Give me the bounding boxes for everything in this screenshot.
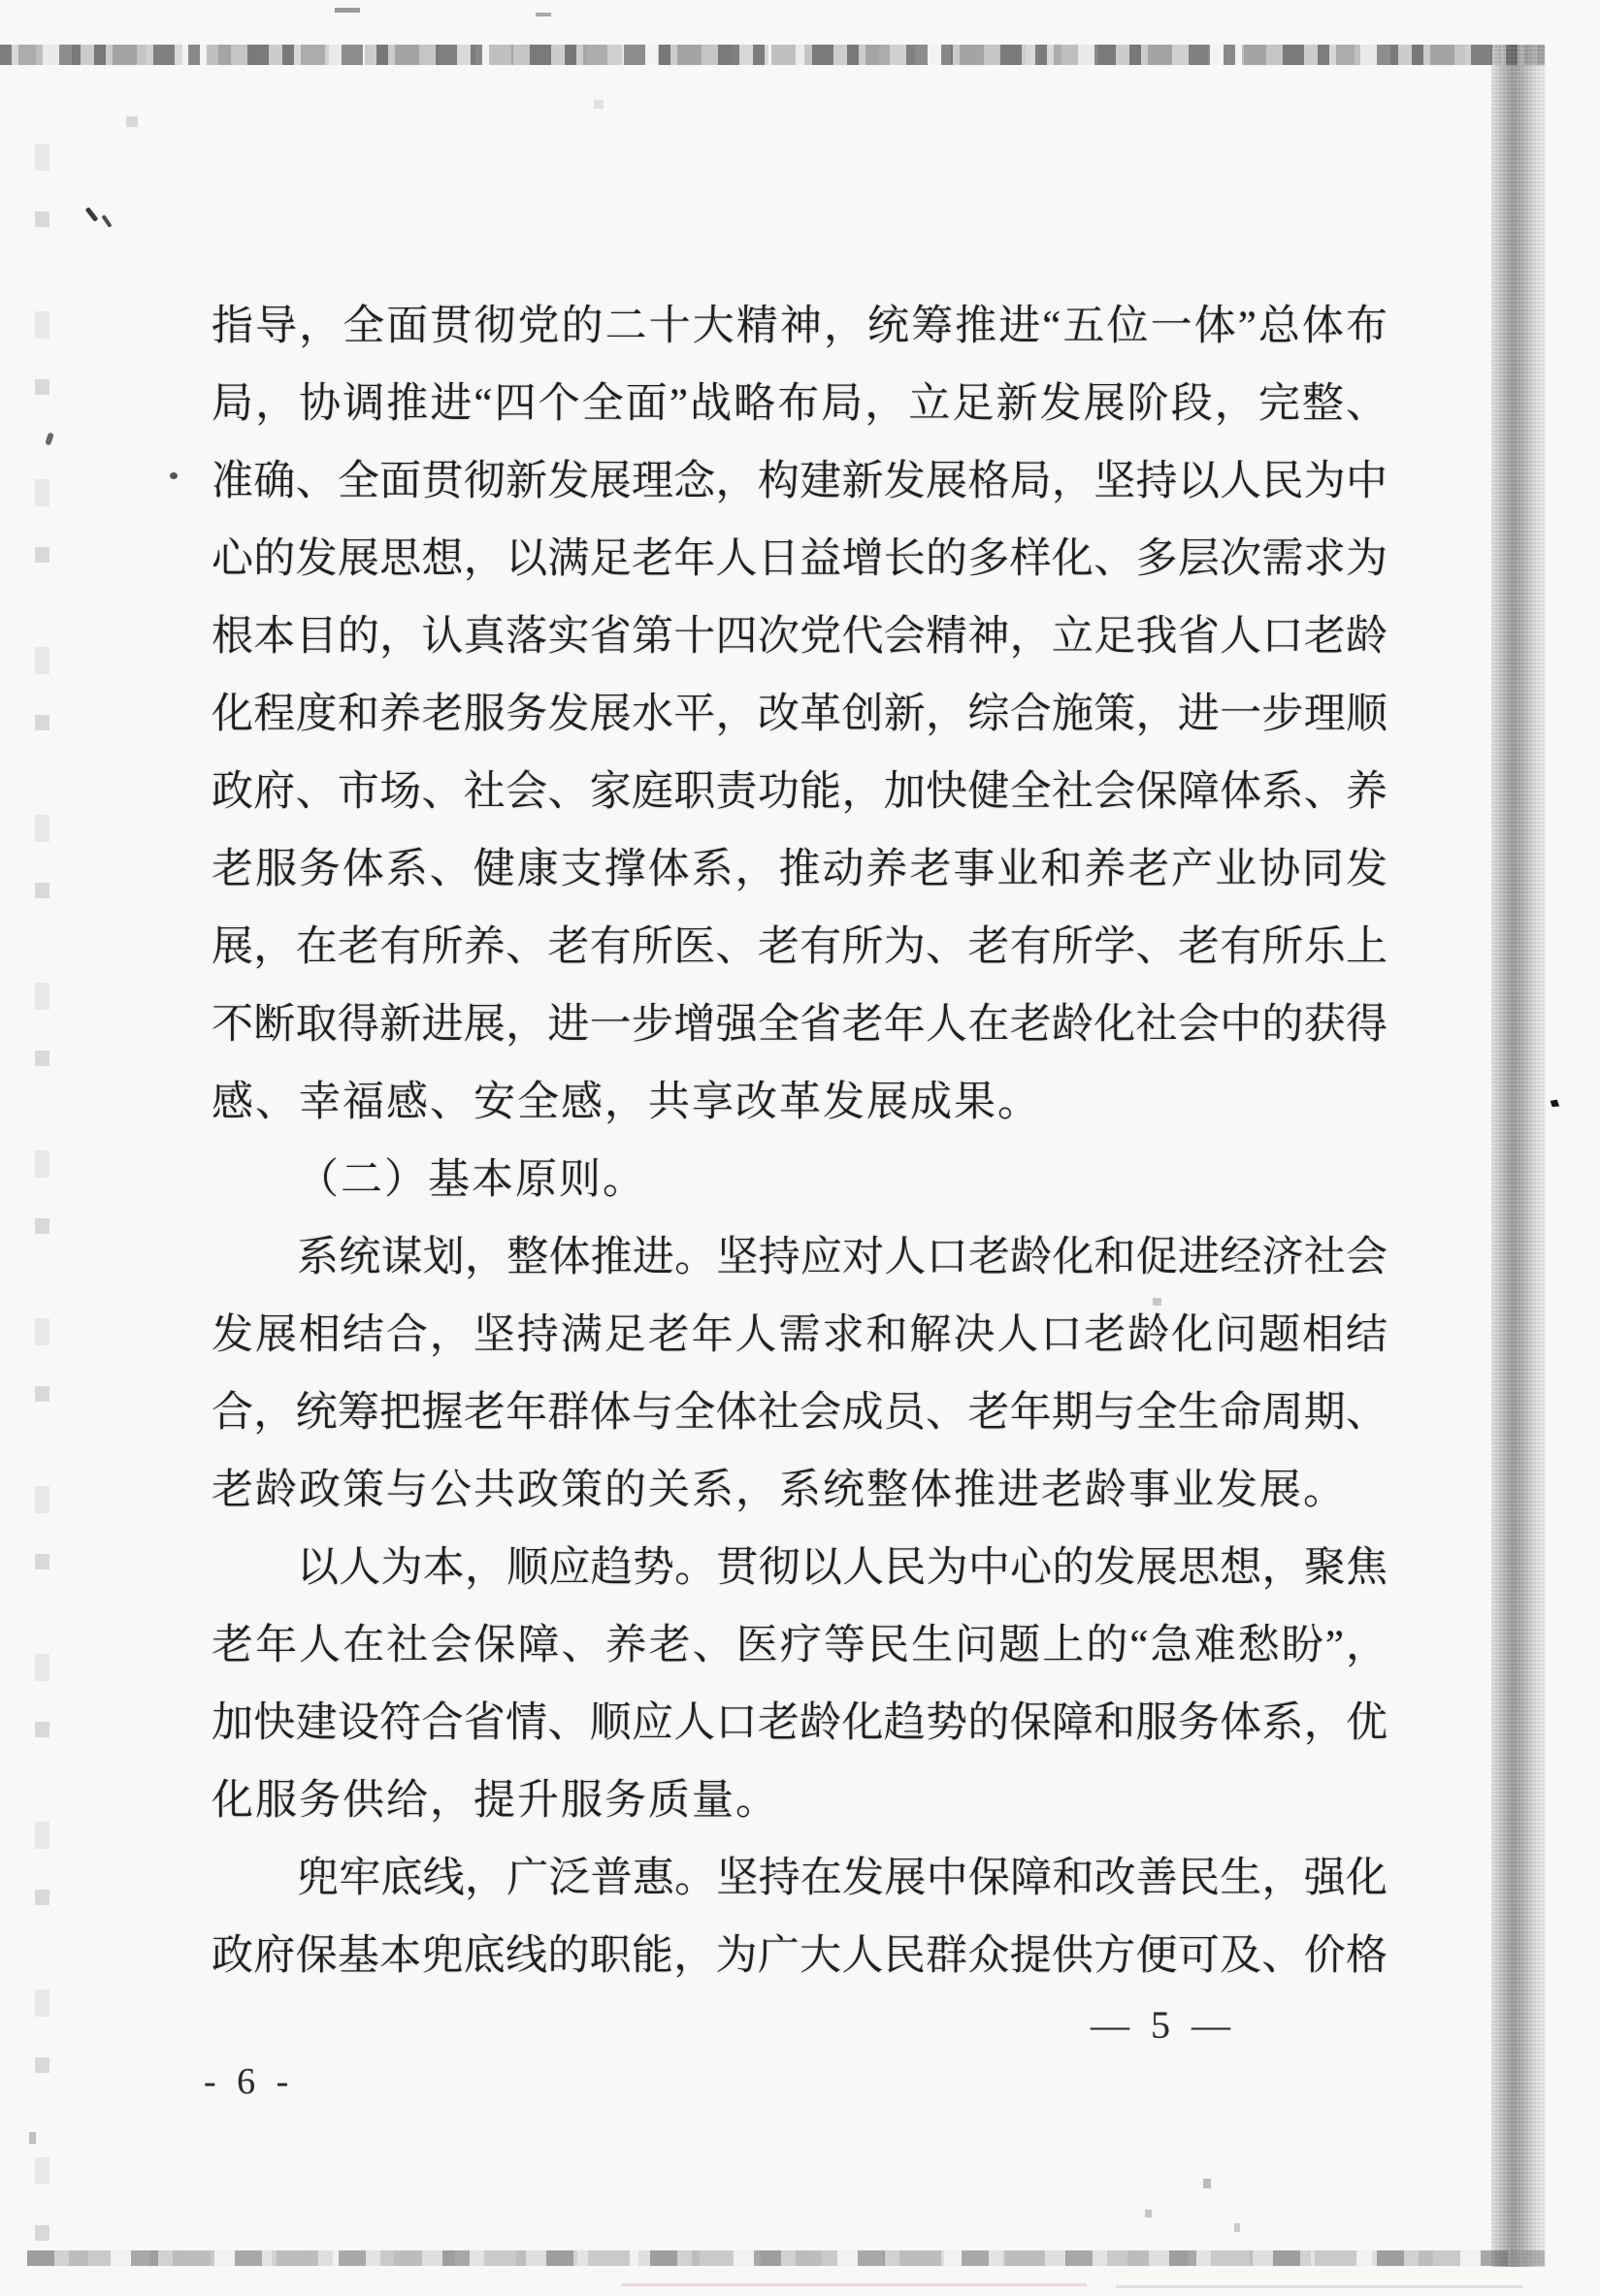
text-line: 化程度和养老服务发展水平，改革创新，综合施策，进一步理顺	[212, 692, 1388, 737]
scan-artifact-bottom-edge	[27, 2250, 1545, 2266]
text-line: 发展相结合，坚持满足老年人需求和解决人口老龄化问题相结	[212, 1312, 1388, 1358]
scan-artifact-left-noise	[35, 136, 49, 2241]
text-line: 政府保基本兜底线的职能，为广大人民群众提供方便可及、价格	[212, 1933, 1388, 1979]
scan-speck	[1203, 2179, 1211, 2188]
text-line: 化服务供给，提升服务质量。	[212, 1778, 779, 1824]
text-line: 以人为本，顺应趋势。贯彻以人民为中心的发展思想，聚焦	[297, 1545, 1388, 1591]
scan-speck	[621, 2283, 1087, 2286]
text-line: 准确、全面贯彻新发展理念，构建新发展格局，坚持以人民为中	[212, 459, 1388, 504]
text-line: 老服务体系、健康支撑体系，推动养老事业和养老产业协同发	[212, 847, 1388, 892]
scan-speck	[170, 472, 178, 479]
page-number-current: — 5 —	[1091, 2003, 1236, 2047]
scan-speck	[29, 2132, 36, 2144]
text-line: 系统谋划，整体推进。坚持应对人口老龄化和促进经济社会	[297, 1235, 1388, 1280]
document-body	[212, 288, 1388, 1995]
scan-speck	[101, 214, 112, 228]
page-number-handstamp: - 6 -	[204, 2061, 295, 2102]
text-line: 展，在老有所养、老有所医、老有所为、老有所学、老有所乐上	[212, 924, 1388, 970]
text-line: 根本目的，认真落实省第十四次党代会精神，立足我省人口老龄	[212, 614, 1388, 660]
text-line: 不断取得新进展，进一步增强全省老年人在老龄化社会中的获得	[212, 1002, 1388, 1048]
text-line: 兜牢底线，广泛普惠。坚持在发展中保障和改善民生，强化	[297, 1856, 1388, 1901]
text-line: 指导，全面贯彻党的二十大精神，统筹推进“五位一体”总体布	[212, 304, 1388, 349]
scan-speck	[126, 116, 138, 127]
section-heading: （二）基本原则。	[297, 1157, 646, 1203]
text-line: 局，协调推进“四个全面”战略布局，立足新发展阶段，完整、	[212, 381, 1388, 427]
scan-speck	[335, 8, 360, 13]
scan-speck	[536, 13, 551, 16]
scan-speck	[1549, 1097, 1562, 1110]
scan-artifact-top-edge	[0, 45, 1545, 65]
scan-speck	[1234, 2223, 1240, 2232]
scan-speck	[594, 100, 604, 109]
text-line: 心的发展思想，以满足老年人日益增长的多样化、多层次需求为	[212, 536, 1388, 582]
text-line: 合，统筹把握老年群体与全体社会成员、老年期与全生命周期、	[212, 1390, 1388, 1436]
scan-speck	[1116, 2285, 1523, 2288]
text-line: 加快建设符合省情、顺应人口老龄化趋势的保障和服务体系，优	[212, 1700, 1388, 1746]
text-line: 老龄政策与公共政策的关系，系统整体推进老龄事业发展。	[212, 1468, 1347, 1513]
text-line: 老年人在社会保障、养老、医疗等民生问题上的“急难愁盼”，	[212, 1623, 1388, 1668]
text-line: 感、幸福感、安全感，共享改革发展成果。	[212, 1080, 1041, 1125]
scan-artifact-right-edge	[1491, 45, 1546, 2267]
scan-speck	[1145, 2210, 1152, 2217]
text-line: 政府、市场、社会、家庭职责功能，加快健全社会保障体系、养	[212, 769, 1388, 815]
scan-speck	[85, 207, 99, 222]
